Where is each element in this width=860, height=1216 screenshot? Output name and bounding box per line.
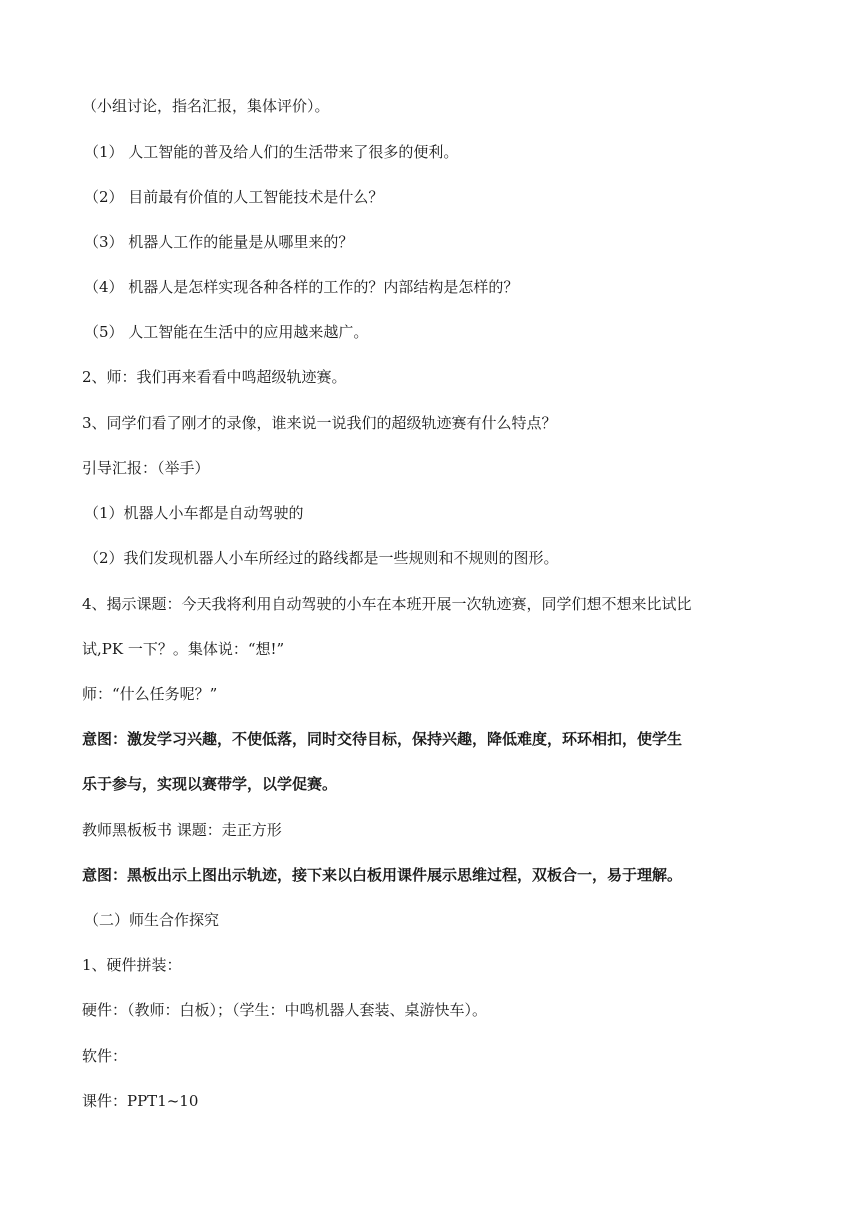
text-line-intent-2: 意图：黑板出示上图出示轨迹，接下来以白板用课件展示思维过程，双板合一，易于理解。: [82, 866, 683, 884]
text-line-feature-1: （1）机器人小车都是自动驾驶的: [84, 504, 304, 522]
text-line-teacher-task: 师：“什么任务呢？”: [82, 685, 218, 703]
text-line-step-3: 3、同学们看了刚才的录像，谁来说一说我们的超级轨迹赛有什么特点？: [82, 414, 557, 432]
text-line-software: 软件：: [82, 1047, 128, 1065]
text-line-intent-1-cont: 乐于参与，实现以赛带学，以学促赛。: [82, 775, 338, 793]
text-line-question-1: （1） 人工智能的普及给人们的生活带来了很多的便利。: [84, 143, 459, 161]
text-line-intent-1: 意图：激发学习兴趣，不使低落，同时交待目标，保持兴趣，降低难度，环环相扣，使学生: [82, 730, 683, 748]
section-heading-cooperation: （二）师生合作探究: [84, 911, 220, 929]
text-line-step-4-cont: 试,PK 一下？。集体说：“想!”: [82, 640, 285, 658]
text-line-question-4: （4） 机器人是怎样实现各种各样的工作的？内部结构是怎样的？: [84, 278, 519, 296]
text-line-hardware-assembly: 1、硬件拼装：: [82, 956, 182, 974]
text-line-question-3: （3） 机器人工作的能量是从哪里来的？: [84, 233, 354, 251]
text-line-discussion: （小组讨论，指名汇报，集体评价）。: [82, 97, 330, 115]
text-line-courseware: 课件：PPT1~10: [82, 1092, 199, 1110]
text-line-step-2: 2、师：我们再来看看中鸣超级轨迹赛。: [82, 368, 347, 386]
text-line-blackboard: 教师黑板板书 课题：走正方形: [82, 821, 282, 839]
text-line-step-4: 4、揭示课题：今天我将利用自动驾驶的小车在本班开展一次轨迹赛，同学们想不想来比试比: [82, 595, 692, 613]
text-line-guide-report: 引导汇报：（举手）: [82, 459, 210, 477]
text-line-hardware: 硬件：（教师：白板）；（学生：中鸣机器人套装、桌游快车）。: [82, 1001, 488, 1019]
text-line-feature-2: （2）我们发现机器人小车所经过的路线都是一些规则和不规则的图形。: [84, 549, 559, 567]
text-line-question-2: （2） 目前最有价值的人工智能技术是什么？: [84, 188, 384, 206]
text-line-question-5: （5） 人工智能在生活中的应用越来越广。: [84, 323, 369, 341]
